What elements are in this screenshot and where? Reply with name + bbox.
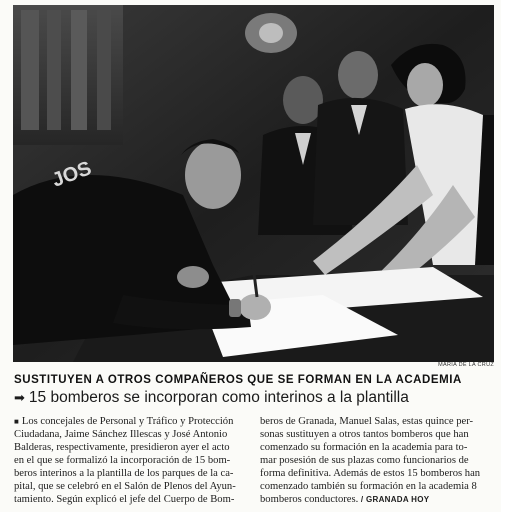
body-line: beros interinos a la plantilla de los parques de la ca- <box>14 468 234 479</box>
body-line: ■ Los concejales de Personal y Tráfico y Protección <box>14 416 234 427</box>
photo-illustration <box>13 5 494 362</box>
body-line: beros de Granada, Manuel Salas, estas quince per- <box>260 416 474 427</box>
body-line: mar posesión de sus plazas como funcionarios de <box>260 455 469 466</box>
news-photo <box>13 5 494 362</box>
article-body-column-2 <box>260 415 500 506</box>
page-margin <box>501 0 509 512</box>
headline-text: 15 bomberos se incorporan como interinos a la plantilla <box>28 389 409 406</box>
arrow-icon: ➡ <box>14 390 25 405</box>
byline-signature: / GRANADA HOY <box>360 495 430 504</box>
photo-credit: MARÍA DE LA CRUZ <box>438 362 494 368</box>
body-line: Ciudadana, Jaime Sánchez Illescas y José Antonio <box>14 429 228 440</box>
uniform-text: JOS <box>49 157 95 192</box>
body-line: comenzado también su formación en la academia 8 <box>260 481 477 492</box>
body-line: comenzado su formación en la academia para to- <box>260 442 468 453</box>
body-line: Balderas, respectivamente, presidieron ayer el acto <box>14 442 230 453</box>
article-headline <box>14 389 504 407</box>
square-bullet-icon: ■ <box>14 417 19 426</box>
body-line: bomberos conductores. / GRANADA HOY <box>260 494 430 505</box>
body-line: en el que se formalizó la incorporación de 15 bom- <box>14 455 231 466</box>
body-line: forma definitiva. Además de estos 15 bomberos han <box>260 468 481 479</box>
article-kicker: SUSTITUYEN A OTROS COMPAÑEROS QUE SE FORMAN EN LA ACADEMIA <box>14 374 462 386</box>
body-line: tamiento. Según explicó el jefe del Cuerpo de Bom- <box>14 494 235 505</box>
body-line: sonas sustituyen a otros tantos bomberos que han <box>260 429 469 440</box>
body-line: pital, que se celebró en el Salón de Plenos del Ayun- <box>14 481 236 492</box>
article-body-column-1 <box>14 415 256 506</box>
